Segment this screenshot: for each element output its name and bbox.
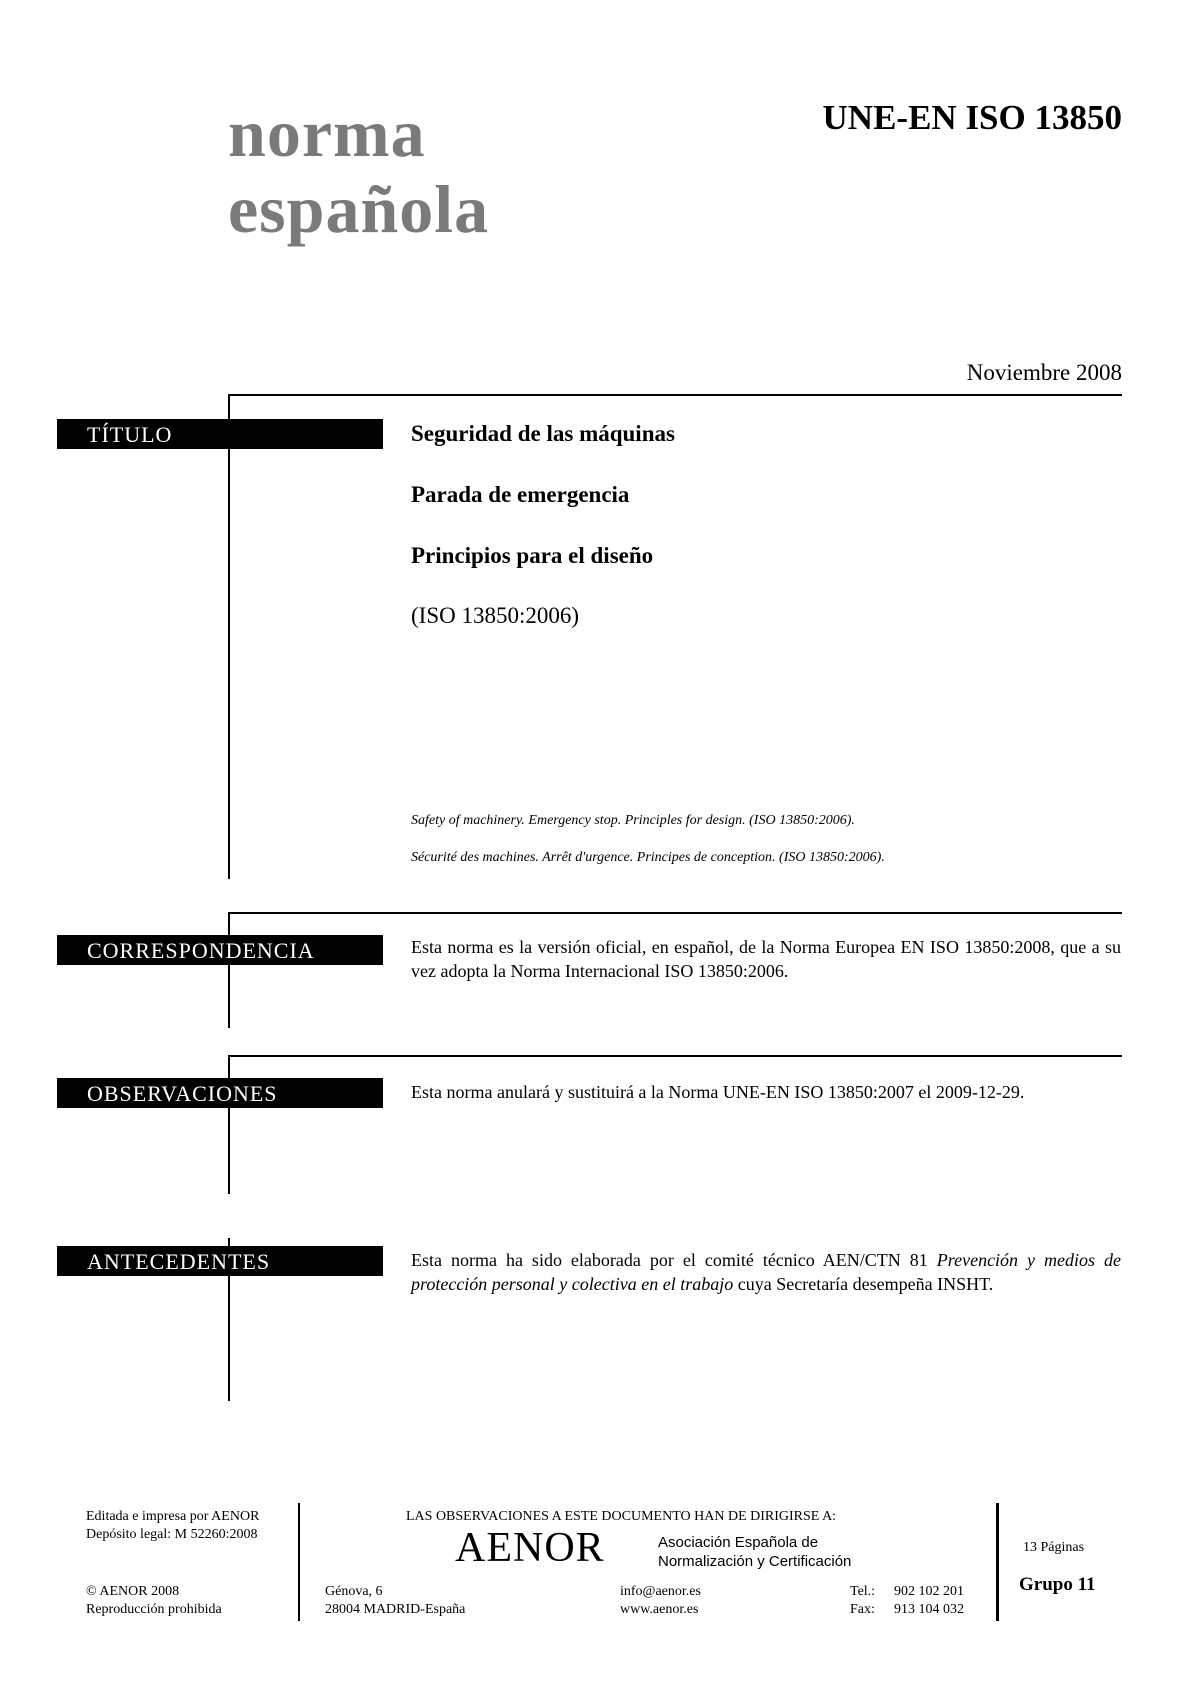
tel-number: 902 102 201 — [894, 1584, 964, 1599]
english-title: Safety of machinery. Emergency stop. Principles for design. (ISO 13850:2006). — [411, 813, 855, 828]
antecedentes-text-start: Esta norma ha sido elaborada por el comité técnico AEN/CTN 81 — [411, 1250, 937, 1270]
norma-line: norma — [228, 95, 426, 171]
observaciones-vertical — [228, 1055, 230, 1194]
norma-espanola-heading — [228, 95, 489, 247]
aenor-name-line-2: Normalización y Certificación — [658, 1553, 852, 1570]
aenor-name-line-1: Asociación Española de — [658, 1534, 819, 1551]
correspondencia-rule — [228, 912, 1122, 914]
title-line-1: Seguridad de las máquinas — [411, 421, 675, 446]
titulo-label: TÍTULO — [57, 419, 383, 449]
footer-phone — [850, 1583, 964, 1619]
email-link[interactable]: info@aenor.es — [620, 1584, 701, 1599]
aenor-logo: AENOR — [455, 1525, 605, 1571]
footer-address — [325, 1583, 465, 1619]
titulo-vertical — [228, 394, 230, 879]
title-iso: (ISO 13850:2006) — [411, 603, 580, 628]
website-link[interactable]: www.aenor.es — [620, 1602, 699, 1617]
correspondencia-label: CORRESPONDENCIA — [57, 935, 383, 965]
legal-deposit: Depósito legal: M 52260:2008 — [86, 1527, 258, 1542]
correspondencia-vertical — [228, 912, 230, 1028]
antecedentes-label: ANTECEDENTES — [57, 1246, 383, 1276]
edited-by: Editada e impresa por AENOR — [86, 1509, 260, 1524]
footer-divider-left — [298, 1503, 300, 1621]
observaciones-label: OBSERVACIONES — [57, 1078, 383, 1108]
price-group: Grupo 11 — [1019, 1574, 1096, 1595]
title-line-3: Principios para el diseño — [411, 543, 654, 568]
city: 28004 MADRID-España — [325, 1602, 466, 1617]
antecedentes-text — [411, 1248, 1121, 1296]
footer-divider-right — [996, 1503, 999, 1621]
french-title: Sécurité des machines. Arrêt d'urgence. Principes de conception. (ISO 13850:2006). — [411, 850, 885, 865]
titulo-rule — [228, 394, 1122, 396]
street: Génova, 6 — [325, 1584, 383, 1599]
page-count: 13 Páginas — [1023, 1540, 1085, 1555]
espanola-line: española — [228, 171, 490, 247]
correspondencia-text: Esta norma es la versión oficial, en español, de la Norma Europea EN ISO 13850:2008, que a su vez adopta la Norma Internacional ISO 13850:2006. — [411, 937, 1121, 981]
observaciones-text: Esta norma anulará y sustituirá a la Norma UNE-EN ISO 13850:2007 el 2009-12-29. — [411, 1082, 1025, 1102]
observaciones-rule — [228, 1055, 1122, 1057]
footer-online — [620, 1583, 701, 1619]
publication-date: Noviembre 2008 — [966, 360, 1122, 385]
aenor-full-name — [658, 1533, 851, 1571]
fax-label: Fax: — [850, 1602, 875, 1617]
footer-notice: LAS OBSERVACIONES A ESTE DOCUMENTO HAN DE DIRIGIRSE A: — [406, 1509, 837, 1524]
reproduction-notice: Reproducción prohibida — [86, 1602, 222, 1617]
antecedentes-text-end: cuya Secretaría desempeña INSHT. — [733, 1274, 994, 1294]
committee-name: Prevención y medios de protección personal y colectiva en el trabajo — [411, 1250, 1122, 1294]
fax-number: 913 104 032 — [894, 1602, 964, 1617]
standard-code: UNE-EN ISO 13850 — [822, 98, 1122, 137]
footer-copyright — [86, 1583, 222, 1619]
tel-label: Tel.: — [850, 1584, 876, 1599]
footer-publisher — [86, 1508, 259, 1544]
title-line-2: Parada de emergencia — [411, 482, 630, 507]
copyright: © AENOR 2008 — [86, 1584, 180, 1599]
